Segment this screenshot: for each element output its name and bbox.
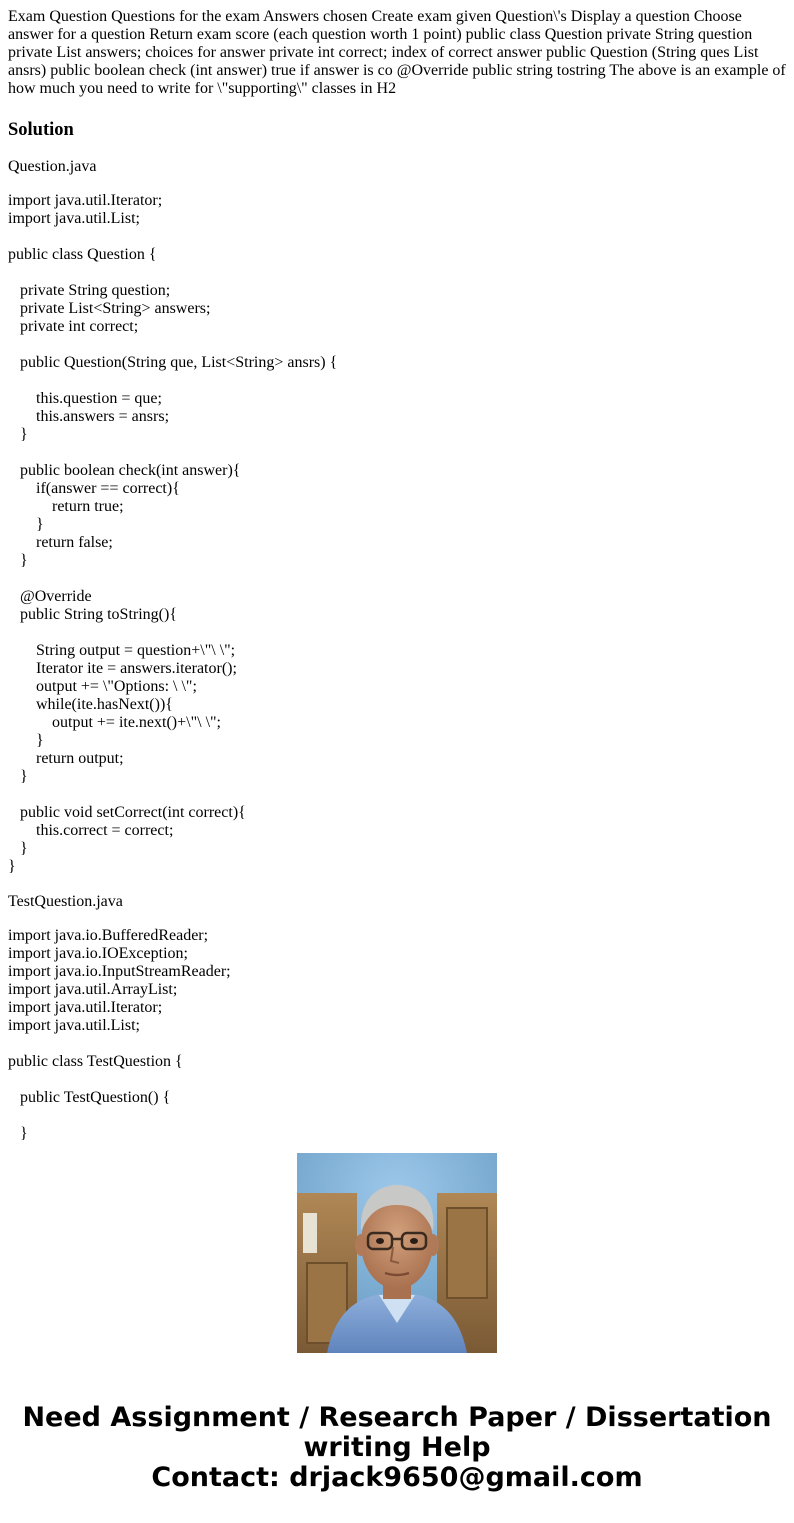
- code-line: [8, 1035, 790, 1053]
- code-line: import java.io.IOException;: [8, 945, 188, 962]
- code-line: [8, 372, 790, 390]
- code-line: String output = question+\"\ \";: [8, 642, 236, 659]
- code-line: [8, 786, 790, 804]
- code-line: public class TestQuestion {: [8, 1053, 183, 1070]
- code-line: import java.util.Iterator;: [8, 192, 163, 209]
- code-line: private String question;: [8, 282, 171, 299]
- code-line: [8, 1071, 790, 1089]
- code-line: [8, 228, 790, 246]
- code-line: }: [8, 516, 44, 533]
- code-line: while(ite.hasNext()){: [8, 696, 173, 713]
- code-line: import java.util.ArrayList;: [8, 981, 178, 998]
- code-line: }: [8, 426, 28, 443]
- code-line: return true;: [8, 498, 124, 515]
- author-photo: [297, 1153, 497, 1353]
- code-line: this.answers = ansrs;: [8, 408, 170, 425]
- code-line: output += ite.next()+\"\ \";: [8, 714, 221, 731]
- document-content: [8, 8, 790, 1142]
- code-line: @Override: [8, 588, 92, 605]
- code-block-question-java: [8, 192, 790, 876]
- code-line: }: [8, 858, 16, 875]
- code-block-testquestion-java: [8, 927, 790, 1143]
- solution-heading: Solution: [8, 120, 74, 140]
- code-line: [8, 444, 790, 462]
- code-line: return output;: [8, 750, 124, 767]
- code-line: [8, 264, 790, 282]
- code-line: public TestQuestion() {: [8, 1089, 171, 1106]
- code-line: output += \"Options: \ \";: [8, 678, 197, 695]
- code-line: import java.util.Iterator;: [8, 999, 163, 1016]
- code-line: return false;: [8, 534, 113, 551]
- code-line: public boolean check(int answer){: [8, 462, 241, 479]
- code-line: import java.io.InputStreamReader;: [8, 963, 231, 980]
- code-line: import java.util.List;: [8, 210, 140, 227]
- code-line: public Question(String que, List<String> ansrs) {: [8, 354, 338, 371]
- code-line: }: [8, 1125, 28, 1142]
- code-line: public String toString(){: [8, 606, 178, 623]
- code-line: public void setCorrect(int correct){: [8, 804, 246, 821]
- code-line: [8, 570, 790, 588]
- code-line: [8, 624, 790, 642]
- question-text: Exam Question Questions for the exam Answers chosen Create exam given Question\'s Display a question Choose answer for a question Return exam score (each question worth 1 point) public class Question private String question private List answers; choices for answer private int correct; index of correct answer public Question (String ques List ansrs) public boolean check (int answer) true if answer is co @Override public string tostring The above is an example of how much you need to write for \"supporting\" classes in H2: [8, 8, 786, 97]
- code-line: }: [8, 768, 28, 785]
- code-line: }: [8, 840, 28, 857]
- code-line: [8, 1107, 790, 1125]
- promo-line-1: Need Assignment / Research Paper / Dissertation: [22, 1402, 772, 1433]
- code-line: this.correct = correct;: [8, 822, 174, 839]
- author-avatar: [297, 1153, 497, 1353]
- file-name-testquestion-java: TestQuestion.java: [8, 893, 123, 910]
- code-line: private int correct;: [8, 318, 139, 335]
- code-line: import java.io.BufferedReader;: [8, 927, 209, 944]
- code-line: }: [8, 732, 44, 749]
- code-line: import java.util.List;: [8, 1017, 140, 1034]
- promo-contact: Contact: drjack9650@gmail.com: [151, 1462, 643, 1493]
- file-name-question-java: Question.java: [8, 158, 97, 175]
- code-line: if(answer == correct){: [8, 480, 180, 497]
- code-line: private List<String> answers;: [8, 300, 211, 317]
- code-line: public class Question {: [8, 246, 157, 263]
- code-line: }: [8, 552, 28, 569]
- promo-line-2: writing Help: [303, 1432, 491, 1463]
- promo-banner: [0, 1403, 794, 1493]
- code-line: this.question = que;: [8, 390, 162, 407]
- code-line: Iterator ite = answers.iterator();: [8, 660, 237, 677]
- code-line: [8, 336, 790, 354]
